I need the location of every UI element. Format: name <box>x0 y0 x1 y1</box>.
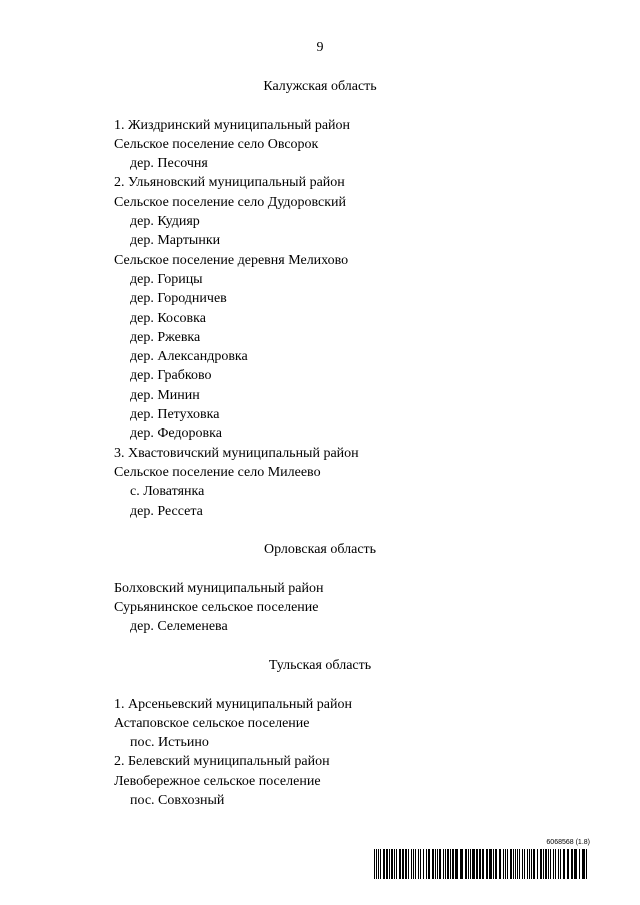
settlement-item: дер. Селеменева <box>130 619 228 635</box>
settlement-item: дер. Песочня <box>130 156 208 172</box>
barcode-bar <box>472 849 475 879</box>
settlement-item: дер. Кудияр <box>130 214 200 230</box>
barcode-bar <box>550 849 551 879</box>
barcode-bar <box>408 849 409 879</box>
barcode-bar <box>396 849 397 879</box>
barcode-bar <box>563 849 565 879</box>
barcode-bar <box>545 849 547 879</box>
section-gap <box>114 521 594 540</box>
barcode-bar <box>482 849 484 879</box>
barcode-bar <box>380 849 381 879</box>
barcode-bar <box>405 849 407 879</box>
settlement-item: дер. Косовка <box>130 310 206 326</box>
barcode-bar <box>479 849 481 879</box>
barcode-bar <box>413 849 414 879</box>
section-gap <box>114 559 594 578</box>
barcode-bar <box>420 849 421 879</box>
barcode-bar <box>468 849 469 879</box>
list-item: Левобережное сельское поселение <box>114 773 321 789</box>
settlement-item: дер. Городничев <box>130 291 227 307</box>
barcode-bar <box>510 849 512 879</box>
list-item: 1. Жиздринский муниципальный район <box>114 117 351 133</box>
barcode-bar <box>513 849 514 879</box>
region-title: Тульская область <box>268 657 372 673</box>
barcode-bar <box>555 849 556 879</box>
barcode-bar <box>489 849 492 879</box>
settlement-item: дер. Петуховка <box>130 407 220 423</box>
settlement-item: дер. Александровка <box>130 349 248 365</box>
barcode-bar <box>418 849 419 879</box>
barcode-bar <box>582 849 585 879</box>
barcode-bar <box>476 849 478 879</box>
barcode-bar <box>443 849 444 879</box>
barcode-bar <box>499 849 501 879</box>
barcode-bar <box>439 849 441 879</box>
barcode-bar <box>399 849 401 879</box>
barcode-bar <box>411 849 412 879</box>
barcode-bar <box>522 849 523 879</box>
list-item: Сельское поселение село Милеево <box>114 464 321 480</box>
barcode-bar <box>505 849 506 879</box>
barcode-bar <box>579 849 580 879</box>
barcode-bar <box>524 849 525 879</box>
barcode-bar <box>515 849 516 879</box>
barcode-bar <box>465 849 467 879</box>
barcode-bar <box>374 849 375 879</box>
list-item: Астаповское сельское поселение <box>114 715 310 731</box>
barcode-bar <box>571 849 573 879</box>
region-title: Орловская область <box>263 542 377 558</box>
list-item: Болховский муниципальный район <box>114 580 324 596</box>
settlement-item: дер. Горицы <box>130 271 203 287</box>
barcode-bar <box>402 849 404 879</box>
barcode-bar <box>543 849 544 879</box>
barcode-bar <box>574 849 577 879</box>
barcode <box>374 839 590 881</box>
barcode-bar <box>437 849 438 879</box>
list-item: Сельское поселение село Овсорок <box>114 136 319 152</box>
list-item: 1. Арсеньевский муниципальный район <box>114 696 352 712</box>
barcode-bar <box>445 849 446 879</box>
barcode-bar <box>503 849 504 879</box>
barcode-bar <box>560 849 561 879</box>
barcode-bar <box>470 849 471 879</box>
barcode-bar <box>519 849 520 879</box>
settlement-item: дер. Федоровка <box>130 426 222 442</box>
settlement-item: с. Ловатянка <box>130 484 205 500</box>
list-item: Сельское поселение деревня Мелихово <box>114 252 349 268</box>
barcode-bar <box>450 849 451 879</box>
list-item: 2. Белевский муниципальный район <box>114 754 330 770</box>
settlement-item: дер. Рессета <box>130 503 203 519</box>
barcode-bar <box>533 849 535 879</box>
barcode-bar <box>553 849 554 879</box>
barcode-bar <box>386 849 388 879</box>
list-item: Сурьянинское сельское поселение <box>114 600 319 616</box>
barcode-bar <box>517 849 518 879</box>
barcode-bar <box>537 849 538 879</box>
settlement-item: дер. Мартынки <box>130 233 221 249</box>
barcode-bar <box>540 849 542 879</box>
barcode-bar <box>455 849 458 879</box>
barcode-bar <box>447 849 449 879</box>
barcode-bar <box>558 849 559 879</box>
barcode-bar <box>548 849 549 879</box>
settlement-item: пос. Истьино <box>130 735 209 751</box>
barcode-bar <box>415 849 416 879</box>
barcode-bar <box>567 849 569 879</box>
barcode-bar <box>460 849 463 879</box>
page-number: 9 <box>316 40 324 55</box>
barcode-bar <box>486 849 488 879</box>
barcode-bar <box>507 849 508 879</box>
settlement-item: дер. Ржевка <box>130 329 201 345</box>
barcode-icon <box>374 849 590 879</box>
barcode-bar <box>452 849 454 879</box>
settlement-item: дер. Грабково <box>130 368 212 384</box>
barcode-bar <box>495 849 497 879</box>
section-gap <box>114 675 594 694</box>
barcode-bar <box>426 849 427 879</box>
list-item: 3. Хвастовичский муниципальный район <box>114 445 359 461</box>
settlement-item: дер. Минин <box>130 387 200 403</box>
barcode-bar <box>493 849 494 879</box>
barcode-bar <box>529 849 530 879</box>
region-title: Калужская область <box>263 79 377 94</box>
barcode-bar <box>435 849 436 879</box>
barcode-bar <box>391 849 393 879</box>
barcode-bar <box>531 849 532 879</box>
section-gap <box>114 637 594 656</box>
list-item: 2. Ульяновский муниципальный район <box>114 175 345 191</box>
barcode-bar <box>394 849 395 879</box>
barcode-bar <box>432 849 434 879</box>
barcode-caption: 6068568 (1.8) <box>546 839 590 846</box>
settlement-item: пос. Совхозный <box>130 792 225 808</box>
barcode-bar <box>423 849 424 879</box>
barcode-bar <box>527 849 528 879</box>
barcode-bar <box>586 849 587 879</box>
barcode-bar <box>378 849 379 879</box>
document-body <box>114 77 594 810</box>
barcode-bar <box>389 849 390 879</box>
barcode-bar <box>428 849 430 879</box>
section-gap <box>114 96 594 115</box>
barcode-bar <box>376 849 377 879</box>
list-item: Сельское поселение село Дудоровский <box>114 194 347 210</box>
barcode-bar <box>383 849 385 879</box>
